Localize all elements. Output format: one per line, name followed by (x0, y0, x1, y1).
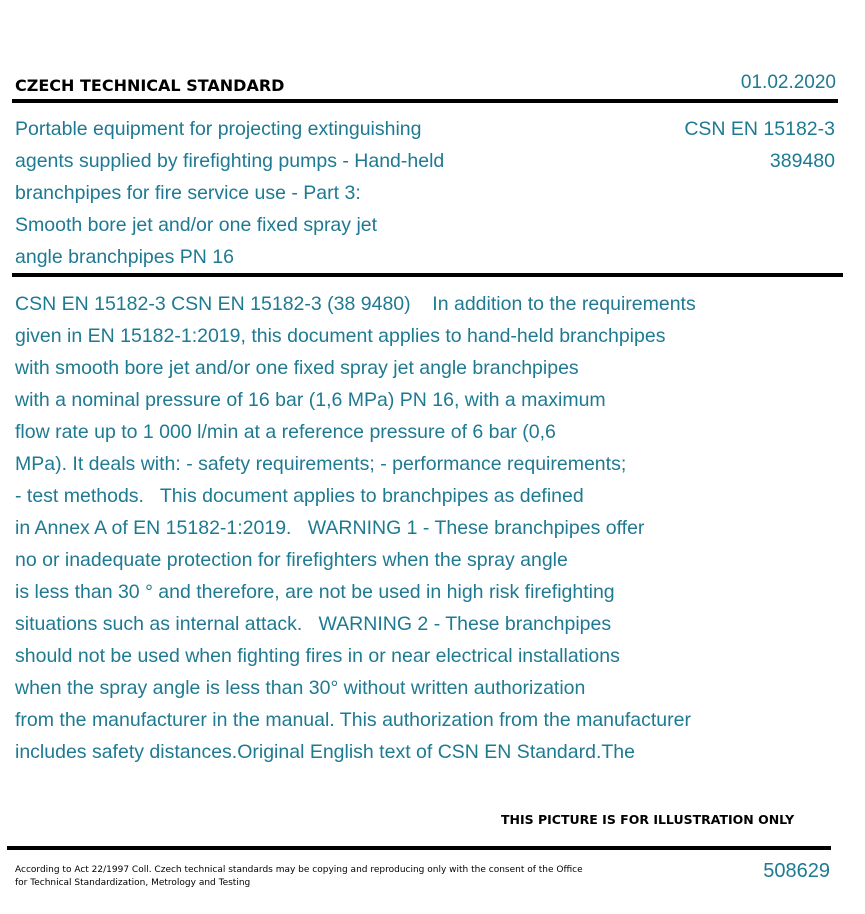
title-line: Smooth bore jet and/or one fixed spray jet (15, 214, 378, 236)
abstract-line: includes safety distances.Original English text of CSN EN Standard.The (15, 741, 635, 763)
abstract-line: flow rate up to 1 000 l/min at a reference pressure of 6 bar (0,6 (15, 421, 556, 443)
abstract-line: in Annex A of EN 15182-1:2019. WARNING 1 - These branchpipes offer (15, 517, 645, 539)
abstract-line: situations such as internal attack. WARNING 2 - These branchpipes (15, 613, 612, 635)
publication-date: 01.02.2020 (740, 72, 836, 93)
title-divider (12, 273, 843, 277)
abstract-line: - test methods. This document applies to branchpipes as defined (15, 485, 584, 507)
standard-title (15, 113, 575, 273)
abstract-line: given in EN 15182-1:2019, this document applies to hand-held branchpipes (15, 325, 666, 347)
title-line: angle branchpipes PN 16 (15, 246, 234, 268)
legal-line: for Technical Standardization, Metrology and Testing (15, 878, 251, 888)
title-line: Portable equipment for projecting extinguishing (15, 118, 422, 140)
legal-notice (15, 864, 615, 890)
standard-abstract (15, 288, 835, 768)
abstract-line: MPa). It deals with: - safety requirements; - performance requirements; (15, 453, 627, 475)
title-line: branchpipes for fire service use - Part 3: (15, 182, 361, 204)
abstract-line: should not be used when fighting fires in or near electrical installations (15, 645, 620, 667)
legal-line: According to Act 22/1997 Coll. Czech technical standards may be copying and reproducing only with the consent of the Office (15, 865, 583, 875)
standard-code: CSN EN 15182-3 (684, 118, 835, 140)
document-number: 508629 (763, 860, 830, 882)
abstract-line: no or inadequate protection for firefighters when the spray angle (15, 549, 568, 571)
abstract-line: with smooth bore jet and/or one fixed spray jet angle branchpipes (15, 357, 579, 379)
abstract-line: with a nominal pressure of 16 bar (1,6 MPa) PN 16, with a maximum (15, 389, 606, 411)
title-line: agents supplied by firefighting pumps - Hand-held (15, 150, 445, 172)
abstract-line: from the manufacturer in the manual. This authorization from the manufacturer (15, 709, 691, 731)
header-divider (12, 99, 838, 103)
document-type-label: CZECH TECHNICAL STANDARD (15, 76, 285, 95)
abstract-line: CSN EN 15182-3 CSN EN 15182-3 (38 9480) In addition to the requirements (15, 293, 696, 315)
abstract-line: when the spray angle is less than 30° without written authorization (15, 677, 586, 699)
footer-divider (7, 846, 831, 850)
illustration-disclaimer: THIS PICTURE IS FOR ILLUSTRATION ONLY (501, 812, 795, 827)
standard-identifiers (684, 113, 835, 177)
classification-number: 389480 (769, 150, 835, 172)
abstract-line: is less than 30 ° and therefore, are not be used in high risk firefighting (15, 581, 615, 603)
